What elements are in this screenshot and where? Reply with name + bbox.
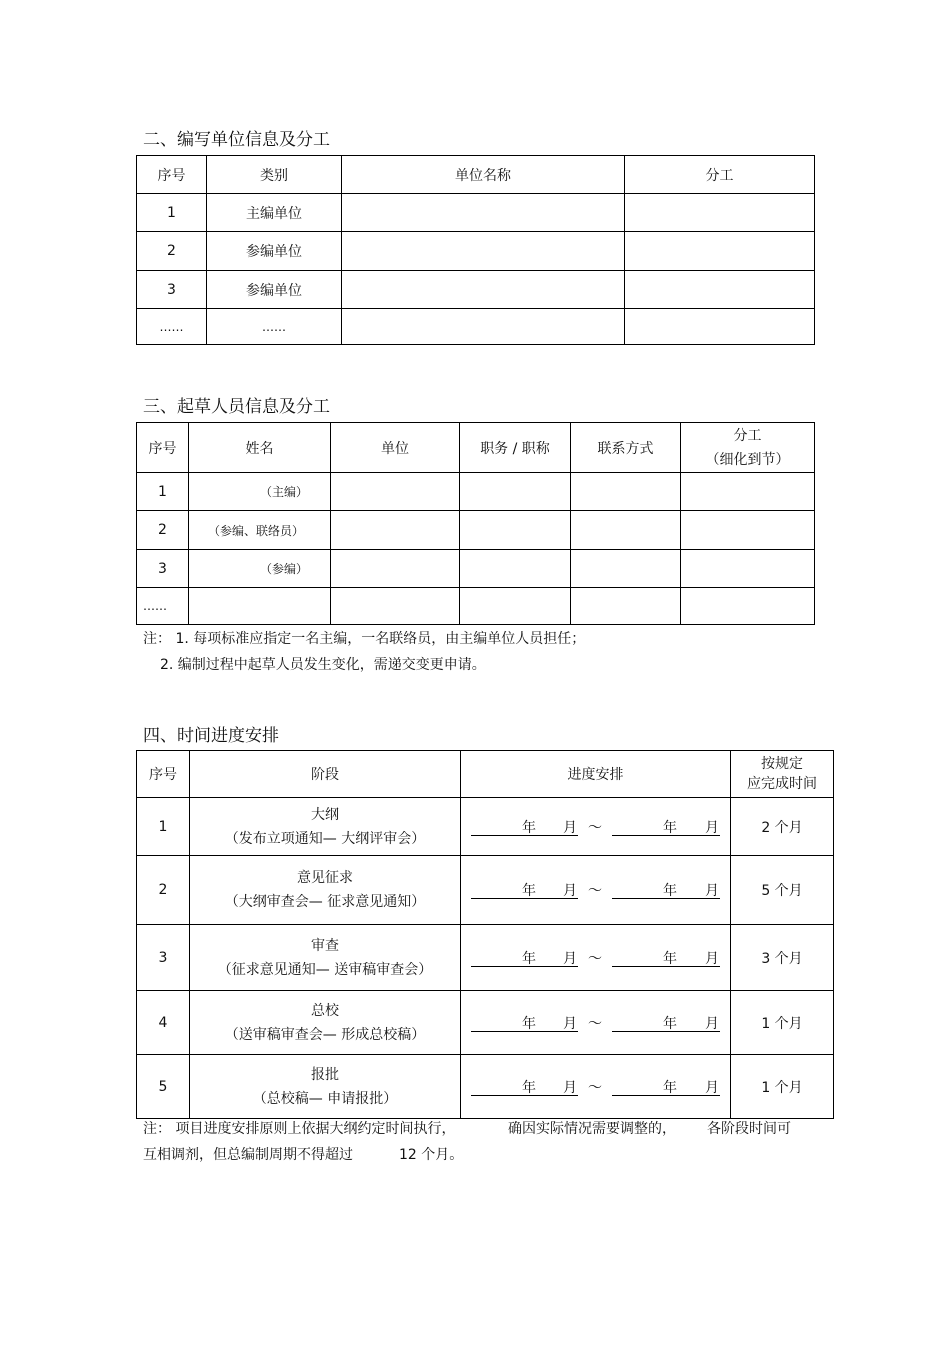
section3-note-2: 2. 编制过程中起草人员发生变化，需递交变更申请。 <box>160 657 486 673</box>
stage-detail: （总校稿— 申请报批） <box>252 1090 398 1107</box>
month-label: 月 <box>705 951 719 967</box>
section2-title: 二、编写单位信息及分工 <box>143 130 330 150</box>
unit-cell[interactable] <box>331 550 460 588</box>
contact-cell[interactable] <box>571 511 681 550</box>
date-range-cell[interactable] <box>461 925 731 991</box>
year-label: 年 <box>663 1016 677 1032</box>
header-division-label: 分工 <box>733 427 762 444</box>
header-unit-name: 单位名称 <box>342 156 625 194</box>
stage-detail: （发布立项通知— 大纲评审会） <box>224 830 426 847</box>
stage-detail: （大纲审查会— 征求意见通知） <box>224 894 426 910</box>
month-label: 月 <box>563 820 577 836</box>
stage-name: 报批 <box>311 1066 339 1083</box>
section4-note-d: 互相调剂，但总编制周期不得超过 <box>143 1147 353 1163</box>
unit-name-cell[interactable] <box>342 232 625 271</box>
header-no: 序号 <box>137 423 189 473</box>
header-name: 姓名 <box>189 423 331 473</box>
position-cell[interactable] <box>460 511 571 550</box>
position-cell[interactable] <box>460 550 571 588</box>
date-range-cell[interactable] <box>461 856 731 925</box>
division-cell[interactable] <box>625 271 815 309</box>
stage-cell <box>190 798 461 856</box>
stage-cell <box>190 856 461 925</box>
year-label: 年 <box>663 883 677 899</box>
table-row <box>137 1055 834 1119</box>
month-label: 月 <box>705 1080 719 1096</box>
division-cell[interactable] <box>681 588 815 625</box>
row-no: …… <box>137 309 207 345</box>
month-label: 月 <box>705 883 719 899</box>
table-row <box>137 194 815 232</box>
row-no: …… <box>137 588 189 625</box>
month-label: 月 <box>563 883 577 899</box>
row-no: 1 <box>137 798 190 856</box>
section4-title: 四、时间进度安排 <box>143 726 279 746</box>
month-label: 月 <box>563 1016 577 1032</box>
year-label: 年 <box>522 883 536 899</box>
row-no: 3 <box>137 550 189 588</box>
drafter-table <box>136 422 815 625</box>
stage-detail: （征求意见通知— 送审稿审查会） <box>217 961 433 978</box>
table-row <box>137 925 834 991</box>
division-cell[interactable] <box>681 511 815 550</box>
header-no: 序号 <box>137 751 190 798</box>
year-label: 年 <box>663 951 677 967</box>
row-no: 2 <box>137 232 207 271</box>
stage-name: 意见征求 <box>297 870 353 886</box>
month-label: 月 <box>563 1080 577 1096</box>
division-cell[interactable] <box>681 473 815 511</box>
row-no: 3 <box>137 271 207 309</box>
name-cell[interactable] <box>189 588 331 625</box>
contact-cell[interactable] <box>571 473 681 511</box>
section4-note-c: 各阶段时间可 <box>707 1121 791 1137</box>
table-row <box>137 473 815 511</box>
row-role: （参编） <box>189 550 331 588</box>
section3-title: 三、起草人员信息及分工 <box>143 397 330 417</box>
year-label: 年 <box>522 951 536 967</box>
row-no: 3 <box>137 925 190 991</box>
table-row <box>137 856 834 925</box>
row-no: 1 <box>137 194 207 232</box>
division-cell[interactable] <box>625 232 815 271</box>
duration-cell: 1 个月 <box>731 991 834 1055</box>
month-label: 月 <box>563 951 577 967</box>
position-cell[interactable] <box>460 473 571 511</box>
header-deadline-line1: 按规定 <box>761 756 803 772</box>
row-role: （主编） <box>189 473 331 511</box>
row-no: 2 <box>137 511 189 550</box>
contact-cell[interactable] <box>571 588 681 625</box>
duration-cell: 5 个月 <box>731 856 834 925</box>
section4-note-b: 确因实际情况需要调整的， <box>508 1121 676 1137</box>
schedule-table <box>136 750 834 1119</box>
header-deadline-line2: 应完成时间 <box>747 776 817 792</box>
tilde-label: ～ <box>588 1016 602 1032</box>
tilde-label: ～ <box>588 1080 602 1096</box>
stage-name: 总校 <box>311 1002 339 1019</box>
duration-cell: 2 个月 <box>731 798 834 856</box>
header-position: 职务 / 职称 <box>460 423 571 473</box>
row-type: 参编单位 <box>207 232 342 271</box>
date-range-cell[interactable] <box>461 798 731 856</box>
header-contact: 联系方式 <box>571 423 681 473</box>
stage-name: 审查 <box>311 937 339 954</box>
unit-name-cell[interactable] <box>342 194 625 232</box>
header-stage: 阶段 <box>190 751 461 798</box>
date-range-cell[interactable] <box>461 991 731 1055</box>
section4-note-e: 12 个月。 <box>399 1147 464 1163</box>
division-cell[interactable] <box>625 194 815 232</box>
row-no: 5 <box>137 1055 190 1119</box>
unit-table <box>136 155 815 345</box>
division-cell[interactable] <box>681 550 815 588</box>
header-deadline <box>731 751 834 798</box>
header-no: 序号 <box>137 156 207 194</box>
row-no: 4 <box>137 991 190 1055</box>
header-division <box>681 423 815 473</box>
row-role: （参编、联络员） <box>189 511 331 550</box>
tilde-label: ～ <box>588 820 602 836</box>
duration-cell: 1 个月 <box>731 1055 834 1119</box>
tilde-label: ～ <box>588 883 602 899</box>
year-label: 年 <box>663 820 677 836</box>
unit-cell[interactable] <box>331 473 460 511</box>
table-row <box>137 309 815 345</box>
tilde-label: ～ <box>588 951 602 967</box>
table-row <box>137 588 815 625</box>
table-row <box>137 550 815 588</box>
header-unit: 单位 <box>331 423 460 473</box>
stage-cell <box>190 991 461 1055</box>
table-row <box>137 991 834 1055</box>
stage-detail: （送审稿审查会— 形成总校稿） <box>224 1026 426 1043</box>
unit-cell[interactable] <box>331 588 460 625</box>
month-label: 月 <box>705 820 719 836</box>
header-division: 分工 <box>625 156 815 194</box>
unit-cell[interactable] <box>331 511 460 550</box>
section3-note-1: 注： 1. 每项标准应指定一名主编，一名联络员，由主编单位人员担任； <box>143 631 586 647</box>
year-label: 年 <box>663 1080 677 1096</box>
year-label: 年 <box>522 1080 536 1096</box>
stage-name: 大纲 <box>311 806 339 823</box>
table-row <box>137 511 815 550</box>
date-range-cell[interactable] <box>461 1055 731 1119</box>
table-row <box>137 798 834 856</box>
division-cell[interactable] <box>625 309 815 345</box>
table-row <box>137 232 815 271</box>
row-no: 2 <box>137 856 190 925</box>
row-no: 1 <box>137 473 189 511</box>
contact-cell[interactable] <box>571 550 681 588</box>
year-label: 年 <box>522 820 536 836</box>
unit-name-cell[interactable] <box>342 309 625 345</box>
row-type: …… <box>207 309 342 345</box>
row-type: 参编单位 <box>207 271 342 309</box>
header-type: 类别 <box>207 156 342 194</box>
year-label: 年 <box>522 1016 536 1032</box>
table-row <box>137 271 815 309</box>
header-division-sub: （细化到节） <box>705 451 790 468</box>
position-cell[interactable] <box>460 588 571 625</box>
duration-cell: 3 个月 <box>731 925 834 991</box>
stage-cell <box>190 925 461 991</box>
header-schedule: 进度安排 <box>461 751 731 798</box>
stage-cell <box>190 1055 461 1119</box>
row-type: 主编单位 <box>207 194 342 232</box>
unit-name-cell[interactable] <box>342 271 625 309</box>
month-label: 月 <box>705 1016 719 1032</box>
section4-note-a: 注： 项目进度安排原则上依据大纲约定时间执行， <box>143 1121 456 1137</box>
